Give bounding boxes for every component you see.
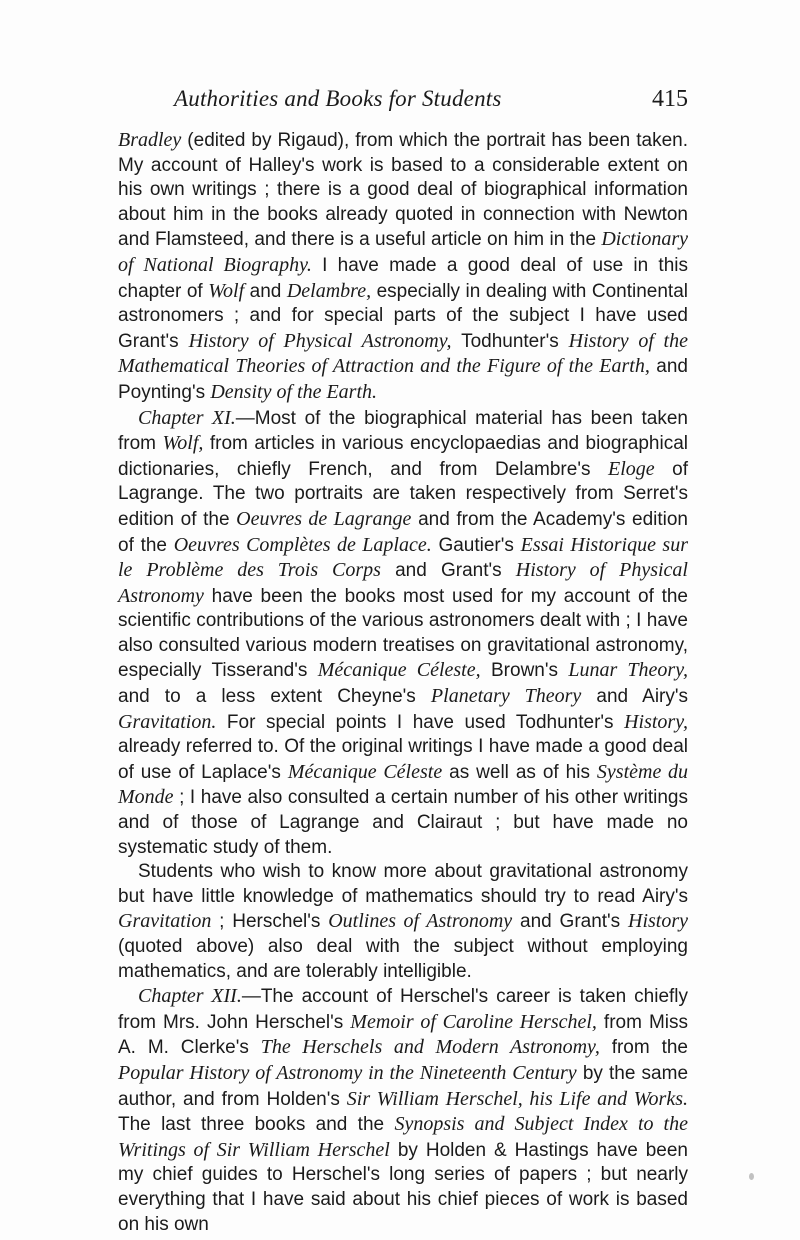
italic-title-run: Density of the Earth. xyxy=(210,380,377,403)
text-run: ; I have also consulted a certain number of his other writings and of those of Lagrange and Clairaut ; but have made no systematic study of them. xyxy=(118,787,688,858)
italic-title-run: Gravitation xyxy=(118,910,212,933)
text-run: especially in dealing with Continental astronomers ; and for special parts of the subject I have used Grant's xyxy=(118,280,688,352)
italic-title-run: Wolf xyxy=(208,279,245,302)
text-run: from Miss A. M. Clerke's xyxy=(118,1011,688,1059)
running-title: Authorities and Books for Students xyxy=(174,86,502,111)
italic-title-run: Oeuvres Complètes de Laplace. xyxy=(173,533,432,556)
text-run: (quoted above) also deal with the subject without employing mathematics, and are tolerably intelligible. xyxy=(118,936,688,982)
italic-title-run: History of Physical Astronomy xyxy=(118,559,688,607)
text-run: I have made a good deal of use in this chapter of xyxy=(118,254,688,302)
running-head xyxy=(118,86,688,120)
text-run: and to a less extent Cheyne's xyxy=(118,686,431,708)
italic-title-run: Essai Historique sur le Problème des Trois Corps xyxy=(118,533,688,582)
italic-title-run: History xyxy=(628,910,689,933)
text-run: and Airy's xyxy=(581,686,688,708)
text-run: already referred to. Of the original writings I have made a good deal of use of Laplace's xyxy=(118,736,688,783)
text-run: Todhunter's xyxy=(451,330,569,352)
paper-speck xyxy=(749,1173,754,1180)
text-run: and Grant's xyxy=(380,560,516,582)
italic-title-run: Eloge xyxy=(607,457,655,480)
text-run: Students who wish to know more about gravitational astronomy but have little knowledge of mathematics should try to read Airy's xyxy=(118,861,688,907)
paragraph-bradley-halley xyxy=(118,128,688,406)
text-run: ; Herschel's xyxy=(211,911,329,933)
italic-title-run: Synopsis and Subject Index to the Writings of Sir William Herschel xyxy=(118,1113,688,1161)
text-run: as well as of his xyxy=(442,761,597,783)
italic-title-run: Mécanique Céleste, xyxy=(317,659,481,682)
italic-title-run: Delambre, xyxy=(286,279,372,302)
italic-title-run: Memoir of Caroline Herschel, xyxy=(350,1010,597,1033)
italic-title-run: Popular History of Astronomy in the Nineteenth Century xyxy=(118,1061,577,1084)
text-run: Brown's xyxy=(480,660,569,682)
italic-title-run: Planetary Theory xyxy=(430,685,582,708)
italic-title-run: Outlines of Astronomy xyxy=(328,910,513,933)
italic-title-run: Chapter XII. xyxy=(138,985,242,1008)
text-run: from the xyxy=(599,1037,688,1059)
paragraph-students-advice xyxy=(118,860,688,984)
italic-title-run: Sir William Herschel, his Life and Works. xyxy=(346,1087,688,1110)
italic-title-run: History of the Mathematical Theories of Attraction and the Figure of the Earth, xyxy=(118,329,688,378)
text-run: (edited by Rigaud), from which the portrait has been taken. My account of Halley's work is based to a considerable extent on his own writings ; there is a good deal of biographical information about him in the books already quoted in connection with Newton and Flamsteed, and there is a useful article on him in the xyxy=(118,130,688,251)
italic-title-run: Chapter XI. xyxy=(138,406,236,429)
italic-title-run: History of Physical Astronomy, xyxy=(188,329,452,352)
text-run: and from the Academy's edition of the xyxy=(118,508,688,556)
text-run: —The account of Herschel's career is taken chiefly from Mrs. John Herschel's xyxy=(118,986,689,1033)
text-run: and Grant's xyxy=(512,911,629,933)
text-run: Gautier's xyxy=(431,534,521,556)
text-run: The last three books and the xyxy=(118,1114,395,1136)
text-run: of Lagrange. The two portraits are taken respectively from Serret's edition of the xyxy=(118,458,689,530)
text-run: have been the books most used for my account of the scientific contributions of the various astronomers dealt with ; I have also consulted various modern treatises on gravitational astronomy, especially Tisserand's xyxy=(118,585,688,682)
italic-title-run: Bradley xyxy=(118,129,182,151)
text-run: —Most of the biographical material has been taken from xyxy=(118,407,688,455)
paragraph-chapter-xi xyxy=(118,406,688,861)
italic-title-run: The Herschels and Modern Astronomy, xyxy=(260,1036,600,1059)
page-number: 415 xyxy=(652,86,688,112)
text-run: by the same author, and from Holden's xyxy=(118,1062,689,1110)
text-run: by Holden & Hastings have been my chief guides to Herschel's long series of papers ; but nearly everything that I have said about his chief pieces of work is based on his own xyxy=(118,1139,688,1235)
italic-title-run: History, xyxy=(624,710,688,733)
text-run: and xyxy=(244,280,287,302)
italic-title-run: Dictionary of National Biography. xyxy=(118,228,688,276)
italic-title-run: Mécanique Céleste xyxy=(287,760,443,783)
italic-title-run: Oeuvres de Lagrange xyxy=(236,507,412,530)
paragraph-chapter-xii xyxy=(118,984,688,1237)
body-text xyxy=(118,128,688,1237)
italic-title-run: Wolf, xyxy=(162,432,204,455)
italic-title-run: Système du Monde xyxy=(118,760,688,809)
text-run: from articles in various encyclopaedias and biographical dictionaries, chiefly French, and from Delambre's xyxy=(118,433,688,480)
italic-title-run: Lunar Theory, xyxy=(568,659,688,682)
text-run: For special points I have used Todhunter's xyxy=(216,711,625,733)
text-run: and Poynting's xyxy=(118,356,688,403)
italic-title-run: Gravitation. xyxy=(118,710,217,733)
